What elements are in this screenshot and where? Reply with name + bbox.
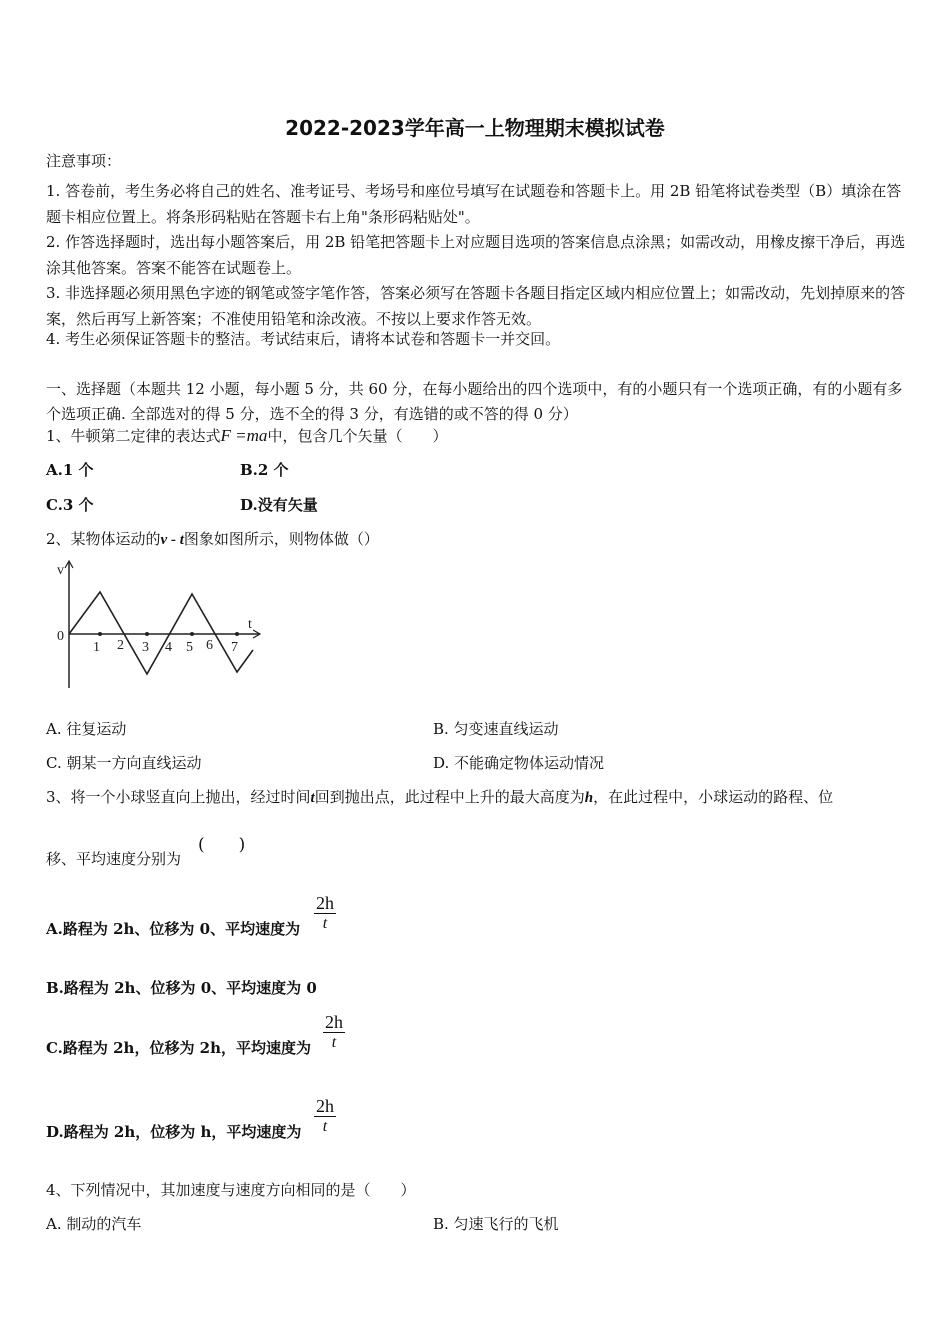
notice-item-4: 4. 考生必须保证答题卡的整洁。考试结束后，请将本试卷和答题卡一并交回。 <box>46 330 561 348</box>
graph-tick-4: 4 <box>165 640 172 655</box>
question-3-option-c: C.路程为 2h，位移为 2h，平均速度为 <box>46 1039 312 1057</box>
question-3-paren: ( ) <box>198 835 246 855</box>
graph-velocity-curve <box>69 592 253 674</box>
question-3-var-t: t <box>310 790 315 806</box>
question-2-option-b: B. 匀变速直线运动 <box>433 720 559 738</box>
fraction-denominator: t <box>331 1034 337 1051</box>
question-2-option-a: A. 往复运动 <box>46 720 127 738</box>
question-2-option-d: D. 不能确定物体运动情况 <box>433 754 605 772</box>
notice-item-3: 3. 非选择题必须用黑色字迹的钢笔或签字笔作答，答案必须写在答题卡各题目指定区域内相应位置上；如需改动，先划掉原来的答案，然后再写上新答案；不准使用铅笔和涂改液。不按以上要求作答无效。 <box>46 284 906 328</box>
question-1-option-a: A.1 个 <box>46 461 94 479</box>
graph-tick-2: 2 <box>117 638 124 653</box>
question-1-stem-b: 中，包含几个矢量（ ） <box>267 427 448 445</box>
question-3-option-c-fraction <box>323 1012 345 1053</box>
graph-tick-dot-5 <box>190 632 194 636</box>
notice-item-2: 2. 作答选择题时，选出每小题答案后，用 2B 铅笔把答题卡上对应题目选项的答案信息点涂黑；如需改动，用橡皮擦干净后，再选涂其他答案。答案不能答在试题卷上。 <box>46 233 906 277</box>
graph-x-label: t <box>248 617 252 632</box>
question-1-option-c: C.3 个 <box>46 496 94 514</box>
question-2-stem <box>46 530 379 549</box>
question-3-stem-line-1 <box>46 788 833 807</box>
graph-origin-label: 0 <box>57 629 64 644</box>
question-1-stem-a: 1、牛顿第二定律的表达式 <box>46 427 221 445</box>
question-3-text-b: 回到抛出点，此过程中上升的最大高度为 <box>314 788 585 806</box>
question-1-formula: F =ma <box>220 426 268 445</box>
question-3-option-d: D.路程为 2h，位移为 h，平均速度为 <box>46 1123 302 1141</box>
question-2-option-c: C. 朝某一方向直线运动 <box>46 754 202 772</box>
section-heading: 一、选择题（本题共 12 小题，每小题 5 分，共 60 分，在每小题给出的四个选项中，有的小题只有一个选项正确，有的小题有多个选项正确. 全部选对的得 5 分，选不全的得 3 分，有选错的或不答的得 0 分） <box>46 380 903 423</box>
question-3-option-d-fraction <box>314 1096 336 1137</box>
question-2-vt: v - t <box>160 532 184 548</box>
graph-tick-dot-3 <box>145 632 149 636</box>
question-1-option-b: B.2 个 <box>240 461 289 479</box>
question-3-stem-line-2: 移、平均速度分别为 <box>46 850 182 868</box>
fraction-denominator: t <box>322 1118 328 1135</box>
question-3-option-a-fraction <box>314 893 336 934</box>
question-3-option-b: B.路程为 2h、位移为 0、平均速度为 0 <box>46 979 317 997</box>
question-3-text-a: 3、将一个小球竖直向上抛出，经过时间 <box>46 788 311 806</box>
question-3-text-c: ，在此过程中，小球运动的路程、位 <box>593 788 834 806</box>
graph-y-label: v <box>57 563 64 578</box>
fraction-denominator: t <box>322 915 328 932</box>
question-4-stem: 4、下列情况中，其加速度与速度方向相同的是（ ） <box>46 1181 416 1199</box>
graph-tick-dot-1 <box>98 632 102 636</box>
graph-tick-dot-7 <box>235 632 239 636</box>
question-1-option-d: D.没有矢量 <box>240 496 318 514</box>
question-2-stem-a: 2、某物体运动的 <box>46 530 161 548</box>
notice-item-1: 1. 答卷前，考生务必将自己的姓名、准考证号、考场号和座位号填写在试题卷和答题卡上。用 2B 铅笔将试卷类型（B）填涂在答题卡相应位置上。将条形码粘贴在答题卡右上角"条形码粘贴处"。 <box>46 182 902 226</box>
graph-tick-3: 3 <box>142 640 149 655</box>
question-2-stem-b: 图象如图所示，则物体做（） <box>183 530 379 548</box>
graph-tick-6: 6 <box>206 638 213 653</box>
question-1-stem <box>46 427 447 445</box>
notice-heading: 注意事项： <box>46 152 122 170</box>
fraction-numerator: 2h <box>325 1012 343 1032</box>
question-3-var-h: h <box>584 790 594 806</box>
fraction-numerator: 2h <box>316 1096 334 1116</box>
graph-tick-7: 7 <box>231 640 238 655</box>
vt-graph <box>55 558 275 693</box>
question-4-option-a: A. 制动的汽车 <box>46 1215 142 1233</box>
question-4-option-b: B. 匀速飞行的飞机 <box>433 1215 559 1233</box>
question-3-option-a: A.路程为 2h、位移为 0、平均速度为 <box>46 920 301 938</box>
fraction-numerator: 2h <box>316 893 334 913</box>
page-title: 2022-2023学年高一上物理期末模拟试卷 <box>285 116 665 140</box>
graph-tick-5: 5 <box>186 640 193 655</box>
graph-tick-1: 1 <box>93 640 100 655</box>
